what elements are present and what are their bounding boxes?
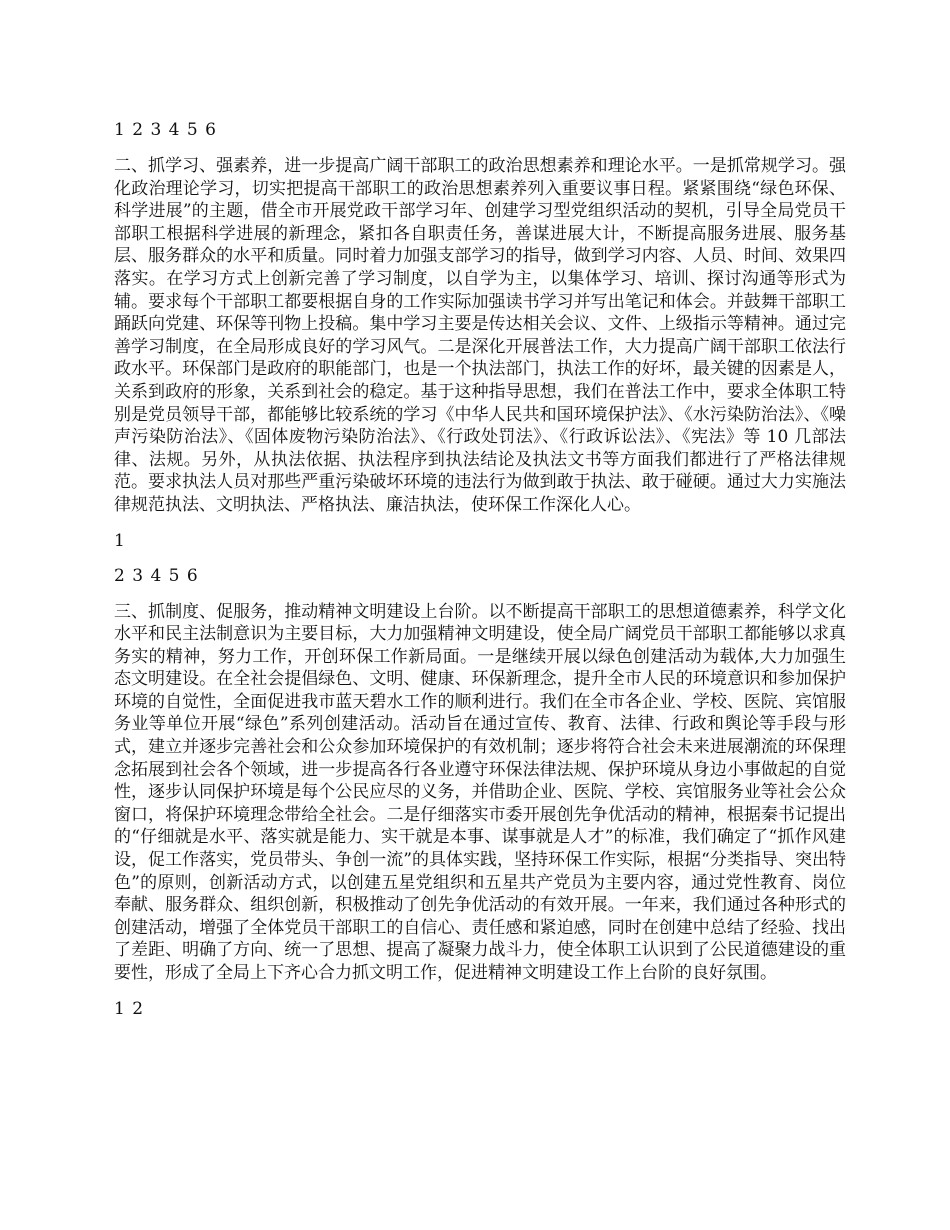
paragraph-system: 三、抓制度、促服务，推动精神文明建设上台阶。以不断提高干部职工的思想道德素养，科学文化水平和民主法制意识为主要目标，大力加强精神文明建设，使全局广阔党员干部职工都能够以求真务实的精神，努力工作，开创环保工作新局面。一是继续开展以绿色创建活动为载体,大力加强生态文明建设。在全社会提倡绿色、文明、健康、环保新理念，提升全市人民的环境意识和参加保护环境的自觉性，全面促进我市蓝天碧水工作的顺利进行。我们在全市各企业、学校、医院、宾馆服务业等单位开展“绿色”系列创建活动。活动旨在通过宣传、教育、法律、行政和舆论等手段与形式，建立并逐步完善社会和公众参加环境保护的有效机制；逐步将符合社会未来进展潮流的环保理念拓展到社会各个领域，进一步提高各行各业遵守环保法律法规、保护环境从身边小事做起的自觉性，逐步认同保护环境是每个公民应尽的义务，并借助企业、医院、学校、宾馆服务业等社会公众窗口，将保护环境理念带给全社会。二是仔细落实市委开展创先争优活动的精神，根据秦书记提出的“仔细就是水平、落实就是能力、实干就是本事、谋事就是人才”的标准，我们确定了“抓作风建设，促工作落实，党员带头、争创一流”的具体实践，坚持环保工作实际，根据“分类指导、突出特色”的原则，创新活动方式，以创建五星党组织和五星共产党员为主要内容，通过党性教育、岗位奉献、服务群众、组织创新，积极推动了创先争优活动的有效开展。一年来，我们通过各种形式的创建活动，增强了全体党员干部职工的自信心、责任感和紧迫感，同时在创建中总结了经验、找出了差距、明确了方向、统一了思想、提高了凝聚力战斗力，使全体职工认识到了公民道德建设的重要性，形成了全局上下齐心合力抓文明工作，促进精神文明建设工作上台阶的良好氛围。 [114, 601, 846, 983]
page-number-line: 1 [114, 530, 126, 551]
page-number-line: 2 3 4 5 6 [114, 565, 199, 586]
page-number-line: 1 2 [114, 998, 145, 1019]
page-number-line: 1 2 3 4 5 6 [114, 120, 217, 140]
document-page [114, 120, 846, 1034]
paragraph-study: 二、抓学习、强素养，进一步提高广阔干部职工的政治思想素养和理论水平。一是抓常规学习。强化政治理论学习，切实把提高干部职工的政治思想素养列入重要议事日程。紧紧围绕“绿色环保、科学进展”的主题，借全市开展党政干部学习年、创建学习型党组织活动的契机，引导全局党员干部职工根据科学进展的新理念，紧扣各自职责任务，善谋进展大计，不断提高服务进展、服务基层、服务群众的水平和质量。同时着力加强支部学习的指导，做到学习内容、人员、时间、效果四落实。在学习方式上创新完善了学习制度，以自学为主，以集体学习、培训、探讨沟通等形式为辅。要求每个干部职工都要根据自身的工作实际加强读书学习并写出笔记和体会。并鼓舞干部职工踊跃向党建、环保等刊物上投稿。集中学习主要是传达相关会议、文件、上级指示等精神。通过完善学习制度，在全局形成良好的学习风气。二是深化开展普法工作，大力提高广阔干部职工依法行政水平。环保部门是政府的职能部门，也是一个执法部门，执法工作的好坏，最关键的因素是人，关系到政府的形象，关系到社会的稳定。基于这种指导思想，我们在普法工作中，要求全体职工特别是党员领导干部，都能够比较系统的学习《中华人民共和国环境保护法》、《水污染防治法》、《噪声污染防治法》、《固体废物污染防治法》、《行政处罚法》、《行政诉讼法》、《宪法》等 10 几部法律、法规。另外，从执法依据、执法程序到执法结论及执法文书等方面我们都进行了严格法律规范。要求执法人员对那些严重污染破坏环境的违法行为做到敢于执法、敢于碰硬。通过大力实施法律规范执法、文明执法、严格执法、廉洁执法，使环保工作深化人心。 [114, 156, 846, 515]
